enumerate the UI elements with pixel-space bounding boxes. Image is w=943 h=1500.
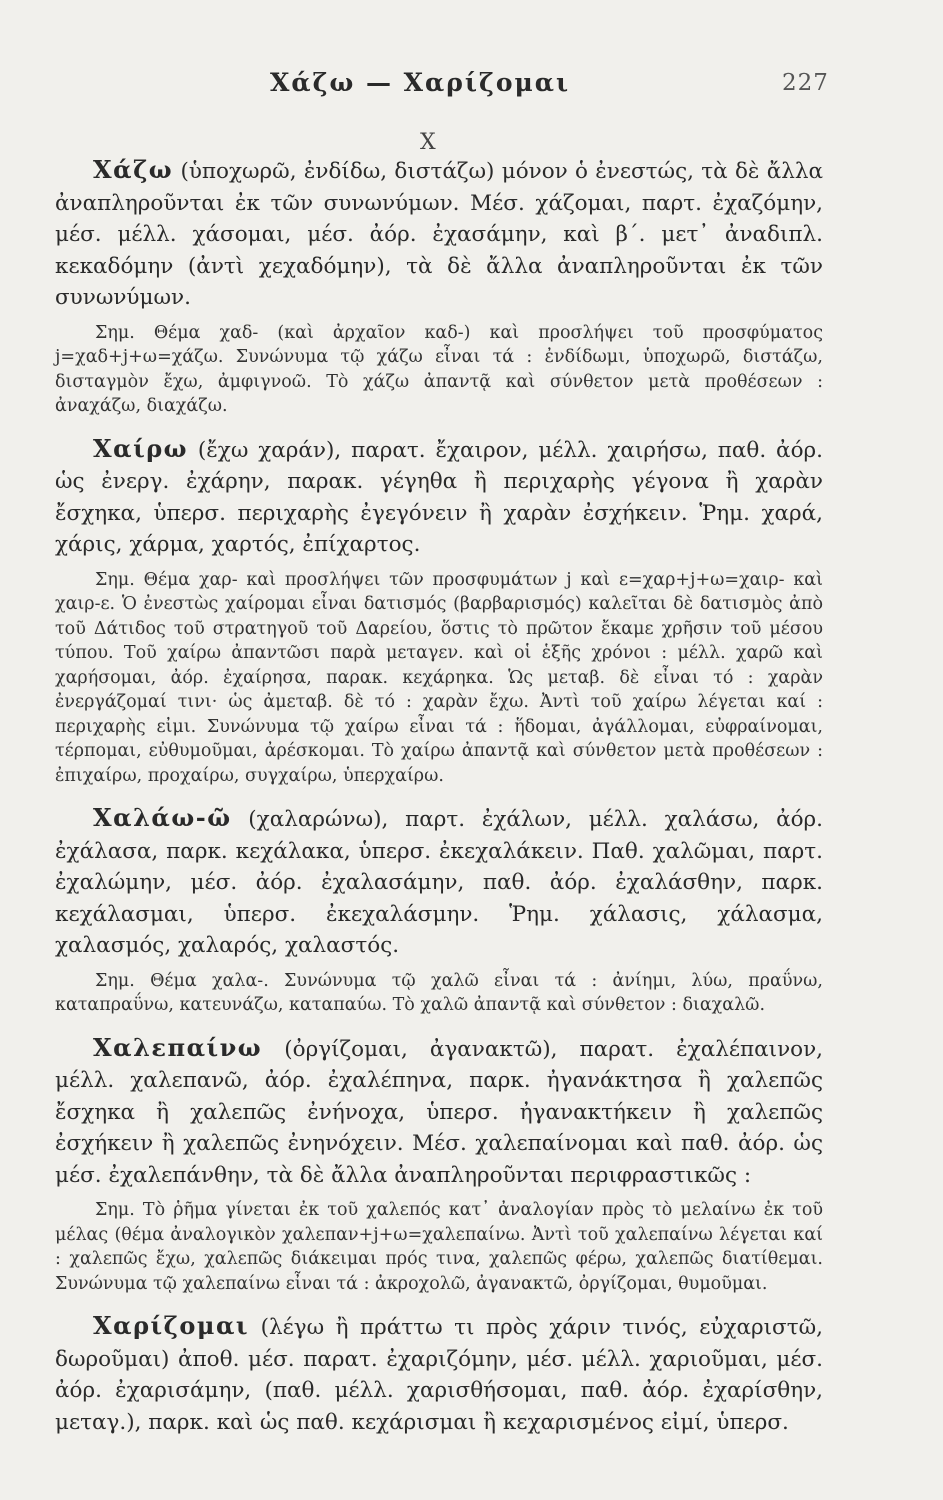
page-header-title: Χάζω — Χαρίζομαι xyxy=(270,68,571,97)
entry-body xyxy=(55,154,823,314)
entry-headword: Χαλεπαίνω xyxy=(93,1032,263,1062)
entry-chalepaino xyxy=(55,1032,823,1297)
entry-chairo xyxy=(55,433,823,789)
entry-definition: (ὀργίζομαι, ἀγανακτῶ), παρατ. ἐχαλέπαινον, μέλλ. χαλεπανῶ, ἀόρ. ἐχαλέπηνα, παρκ. ἠγανάκτησα ἢ χαλεπῶς ἔσχηκα ἢ χαλεπῶς ἐνήνοχα, ὑπερσ. ἠγανακτήκειν ἢ χαλεπῶς ἐσχήκειν ἢ χαλεπῶς ἐνηνόχειν. Μέσ. χαλεπαίνομαι καὶ παθ. ἀόρ. ὡς μέσ. ἐχαλεπάνθην, τὰ δὲ ἄλλα ἀναπληροῦνται περιφραστικῶς : xyxy=(55,1036,823,1188)
entry-note: Σημ. Θέμα χαλα-. Συνώνυμα τῷ χαλῶ εἶναι τά : ἀνίημι, λύω, πραΰνω, καταπραΰνω, κατευνάζω, καταπαύω. Τὸ χαλῶ ἀπαντᾷ καὶ σύνθετον : διαχαλῶ. xyxy=(55,970,823,1015)
entry-note: Σημ. Θέμα χαδ- (καὶ ἀρχαῖον καδ-) καὶ προσλήψει τοῦ προσφύματος j=χαδ+j+ω=χάζω. Συνώνυμα τῷ χάζω εἶναι τά : ἐνδίδωμι, ὑποχωρῶ, διστάζω, δισταγμὸν ἔχω, ἀμφιγνοῶ. Τὸ χάζω ἀπαντᾷ καὶ σύνθετον μετὰ προθέσεων : ἀναχάζω, διαχάζω. xyxy=(55,322,823,416)
entry-body xyxy=(55,1032,823,1192)
page-number: 227 xyxy=(782,70,829,96)
entry-body xyxy=(55,1310,823,1438)
entry-note: Σημ. Θέμα χαρ- καὶ προσλήψει τῶν προσφυμάτων j καὶ ε=χαρ+j+ω=χαιρ- καὶ χαιρ-ε. Ὁ ἐνεστὼς χαίρομαι εἶναι δατισμός (βαρβαρισμός) καλεῖται δὲ δατισμὸς ἀπὸ τοῦ Δάτιδος τοῦ στρατηγοῦ τοῦ Δαρείου, ὅστις τὸ πρῶτον ἔκαμε χρῆσιν τοῦ μέσου τύπου. Τοῦ χαίρω ἀπαντῶσι παρὰ μεταγεν. καὶ οἱ ἑξῆς χρόνοι : μέλλ. χαρῶ καὶ χαρήσομαι, ἀόρ. ἐχαίρησα, παρακ. κεχάρηκα. Ὡς μεταβ. δὲ εἶναι τό : χαρὰν ἐνεργάζομαί τινι· ὡς ἀμεταβ. δὲ τό : χαρὰν ἔχω. Ἀντὶ τοῦ χαίρω λέγεται καί : περιχαρὴς εἰμι. Συνώνυμα τῷ χαίρω εἶναι τά : ἥδομαι, ἀγάλλομαι, εὐφραίνομαι, τέρπομαι, εὐθυμοῦμαι, ἀρέσκομαι. Τὸ χαίρω ἀπαντᾷ καὶ σύνθετον μετὰ προθέσεων : ἐπιχαίρω, προχαίρω, συγχαίρω, ὑπερχαίρω. xyxy=(55,569,823,786)
entry-chazo xyxy=(55,154,823,419)
entry-body xyxy=(55,433,823,561)
entry-definition: (χαλαρώνω), παρτ. ἐχάλων, μέλλ. χαλάσω, ἀόρ. ἐχάλασα, παρκ. κεχάλακα, ὑπερσ. ἐκεχαλάκειν. Παθ. χαλῶμαι, παρτ. ἐχαλώμην, μέσ. ἀόρ. ἐχαλασάμην, παθ. ἀόρ. ἐχαλάσθην, παρκ. κεχάλασμαι, ὑπερσ. ἐκεχαλάσμην. Ῥημ. χάλασις, χάλασμα, χαλασμός, χαλαρός, χαλαστός. xyxy=(55,807,824,958)
running-head xyxy=(0,68,943,108)
entry-headword: Χαίρω xyxy=(93,433,189,463)
entry-charizomai xyxy=(55,1310,823,1438)
entry-body xyxy=(55,802,823,962)
entry-headword: Χάζω xyxy=(93,155,174,184)
entry-note: Σημ. Τὸ ῥῆμα γίνεται ἐκ τοῦ χαλεπός κατ᾽ ἀναλογίαν πρὸς τὸ μελαίνω ἐκ τοῦ μέλας (θέμα ἀναλογικὸν χαλεπαν+j+ω=χαλεπαίνω. Ἀντὶ τοῦ χαλεπαίνω λέγεται καί : χαλεπῶς ἔχω, χαλεπῶς διάκειμαι πρός τινα, χαλεπῶς φέρω, χαλεπῶς διατίθεμαι. Συνώνυμα τῷ χαλεπαίνω εἶναι τά : ἀκροχολῶ, ἀγανακτῶ, ὀργίζομαι, θυμοῦμαι. xyxy=(55,1200,823,1294)
entry-definition: (λέγω ἢ πράττω τι πρὸς χάριν τινός, εὐχαριστῶ, δωροῦμαι) ἀποθ. μέσ. παρατ. ἐχαριζόμην, μέσ. μέλλ. χαριοῦμαι, μέσ. ἀόρ. ἐχαρισάμην, (παθ. μέλλ. χαρισθήσομαι, παθ. ἀόρ. ἐχαρίσθην, μεταγ.), παρκ. καὶ ὡς παθ. κεχάρισμαι ἢ κεχαρισμένος εἰμί, ὑπερσ. xyxy=(55,1315,823,1435)
entry-definition: (ὑποχωρῶ, ἐνδίδω, διστάζω) μόνον ὁ ἐνεστώς, τὰ δὲ ἄλλα ἀναπληροῦνται ἐκ τῶν συνωνύμων. Μέσ. χάζομαι, παρτ. ἐχαζόμην, μέσ. μέλλ. χάσομαι, μέσ. ἀόρ. ἐχασάμην, καὶ β΄. μετ᾽ ἀναδιπλ. κεκαδόμην (ἀντὶ χεχαδόμην), τὰ δὲ ἄλλα ἀναπληροῦνται ἐκ τῶν συνωνύμων. xyxy=(55,159,824,310)
section-letter: Χ xyxy=(420,130,436,155)
entry-definition: (ἔχω χαράν), παρατ. ἔχαιρον, μέλλ. χαιρήσω, παθ. ἀόρ. ὡς ἐνεργ. ἐχάρην, παρακ. γέγηθα ἢ περιχαρὴς γέγονα ἢ χαρὰν ἔσχηκα, ὑπερσ. περιχαρὴς ἐγεγόνειν ἢ χαρὰν ἐσχήκειν. Ῥημ. χαρά, χάρις, χάρμα, χαρτός, ἐπίχαρτος. xyxy=(55,437,823,557)
entry-headword: Χαρίζομαι xyxy=(93,1311,250,1340)
entry-headword: Χαλάω-ῶ xyxy=(93,803,232,832)
dictionary-content xyxy=(55,154,823,1446)
entry-chalao xyxy=(55,802,823,1018)
